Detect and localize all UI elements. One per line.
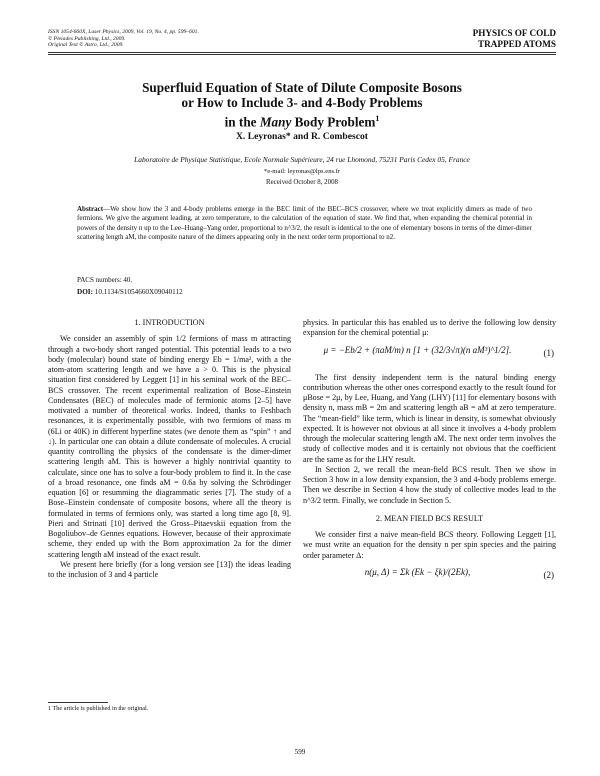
title-line-1: Superfluid Equation of State of Dilute Composite Bosons xyxy=(142,80,462,95)
title-line-3 xyxy=(48,111,556,130)
affiliation: Laboratoire de Physique Statistique, Ecole Normale Supérieure, 24 rue Lhomond, 75231 Paris Cedex 05, France xyxy=(134,155,470,164)
right-paragraph-4: We consider first a naive mean-field BCS theory. Following Leggett [1], we must write an equation for the density n per spin species and the pairing order parameter Δ: xyxy=(303,530,556,560)
doi-label: DOI: xyxy=(77,288,93,296)
title-footnote-mark: 1 xyxy=(375,113,380,123)
journal-section xyxy=(473,28,556,49)
header-rule-2 xyxy=(48,54,556,55)
left-column xyxy=(48,318,291,580)
received-date: Received October 8, 2008 xyxy=(266,179,338,186)
citation-line-1: ISSN 1054-660X, Laser Physics, 2009, Vol. 19, No. 4, pp. 599–601. xyxy=(48,29,199,35)
section-heading-mean-field: 2. MEAN FIELD BCS RESULT xyxy=(375,513,484,523)
authors: X. Leyronas* and R. Combescot xyxy=(235,131,368,142)
equation-2-number: (2) xyxy=(543,569,554,580)
intro-paragraph-2: We present here briefly (for a long version see [13]) the ideas leading to the inclusion of 3 and 4 particle xyxy=(48,559,291,579)
journal-citation xyxy=(48,29,199,49)
title-line-2: or How to Include 3- and 4-Body Problems xyxy=(181,95,423,111)
equation-1-number: (1) xyxy=(543,347,554,358)
paper-title xyxy=(48,80,556,130)
section-heading-introduction: 1. INTRODUCTION xyxy=(134,318,205,327)
abstract-text: —We show how the 3 and 4-body problems emerge in the BEC limit of the BEC–BCS crossover, where we treat explicitly dimers as made of two fermions. We give the argument leading, at zero temperature, to the calculation of the equation of state. We find that, when expanding the chemical potential in powers of the density n up to the Lee–Huang–Yang order, proportional to n^3/2, the result is identical to the one of elementary bosons in terms of the dimer-dimer scattering length aM, the composite nature of the dimers appearing only in the next order term proportional to n2. xyxy=(77,205,532,242)
intro-paragraph-1: We consider an assembly of spin 1/2 fermions of mass m attracting through a two-body short ranged potential. This potential leads to a two body (molecular) bound state of binding energy Eb = 1/ma², with a the atom-atom scattering length and we have a > 0. This is the physical situation first considered by Leggett [1] in his seminal work of the BEC–BCS crossover. The recent experimental realization of Bose–Einstein Condensates (BEC) of molecules made of fermionic atoms [2–5] have motivated a number of theoretical works. Indeed, thanks to Feshbach resonances, it is experimentally possible, with two fermions of mass m (6Li or 40K) in different hyperfine states (we denote them as “spin” ↑ and ↓). In particular one can obtain a dilute condensate of molecules. A crucial quantity controlling the physics of the condensate is the dimer-dimer scattering length aM. This is however a highly nontrivial quantity to calculate, since one has to solve a four-body problem to find it. In the case of a broad resonance, one finds aM = 0.6a by solving the Schrödinger equation [6] or resumming the diagrammatic series [7]. The study of a Bose–Einstein condensate of composite bosons, where all the theory is formulated in terms of fermions only, was started a long time ago [8, 9]. Pieri and Strinati [10] derived the Gross–Pitaevskii equation from the Bogoliubov–de Gennes equations. However, because of their approximate scheme, they ended up with the Born approximation 2a for the dimer scattering length aM instead of the exact result. xyxy=(48,334,291,559)
right-paragraph-3: In Section 2, we recall the mean-field BCS result. Then we show in Section 3 how in a low density expansion, the 3 and 4-body problems emerge. Then we describe in Section 4 how the study of collective modes lead to the n^3/2 term. Finally, we conclude in Section 5. xyxy=(303,464,556,505)
author-email: *e-mail: leyronas@lps.ens.fr xyxy=(263,168,341,175)
title-line-3-post: Body Problem xyxy=(291,114,376,130)
equation-2 xyxy=(303,561,556,591)
citation-line-2: © Pleiades Publishing, Ltd., 2009. xyxy=(48,35,126,42)
title-line-3-pre: in the xyxy=(224,114,260,130)
equation-1 xyxy=(303,339,556,373)
right-column xyxy=(303,318,556,591)
header-rule xyxy=(48,52,556,53)
section-line-2: TRAPPED ATOMS xyxy=(477,38,556,49)
abstract xyxy=(77,205,532,243)
pacs-numbers: PACS numbers: 40. xyxy=(77,276,133,284)
doi-value: 10.1134/S1054660X09040112 xyxy=(94,288,183,296)
citation-line-3: Original Text © Astro, Ltd., 2009. xyxy=(48,42,124,49)
abstract-label: Abstract xyxy=(77,205,104,213)
page-number: 599 xyxy=(294,748,306,756)
section-line-1: PHYSICS OF COLD xyxy=(472,28,556,38)
right-paragraph-2: The first density independent term is the natural binding energy contribution whereas the other ones correspond exactly to the result found for μBose = 2μ, by Lee, Huang, and Yang (LHY) [11] for elementary bosons with density n, mass mB = 2m and scattering length aB = aM at zero temperature. The “mean-field” like term, which is linear in density, is somewhat obviously expected. It is however not obvious at all since it involves a 4-body problem through the molecular scattering length aM. The next order term involves the study of collective modes and it is certainly not obvious that the coefficient are the same as for the LHY result. xyxy=(303,372,556,464)
footnote: 1 The article is published in the original. xyxy=(48,705,149,712)
equation-2-body: n(μ, Δ) = Σk (Ek − ξk)/(2Ek), xyxy=(364,566,471,577)
title-line-3-italic: Many xyxy=(259,114,292,130)
equation-1-body: μ = −Eb/2 + (πaM/m) n [1 + (32/3√π)(n aM³)^1/2]. xyxy=(323,344,512,355)
right-paragraph-1: physics. In particular this has enabled us to derive the following low density expansion for the chemical potential μ: xyxy=(303,318,556,338)
footnote-rule xyxy=(48,702,108,703)
doi xyxy=(77,288,183,296)
